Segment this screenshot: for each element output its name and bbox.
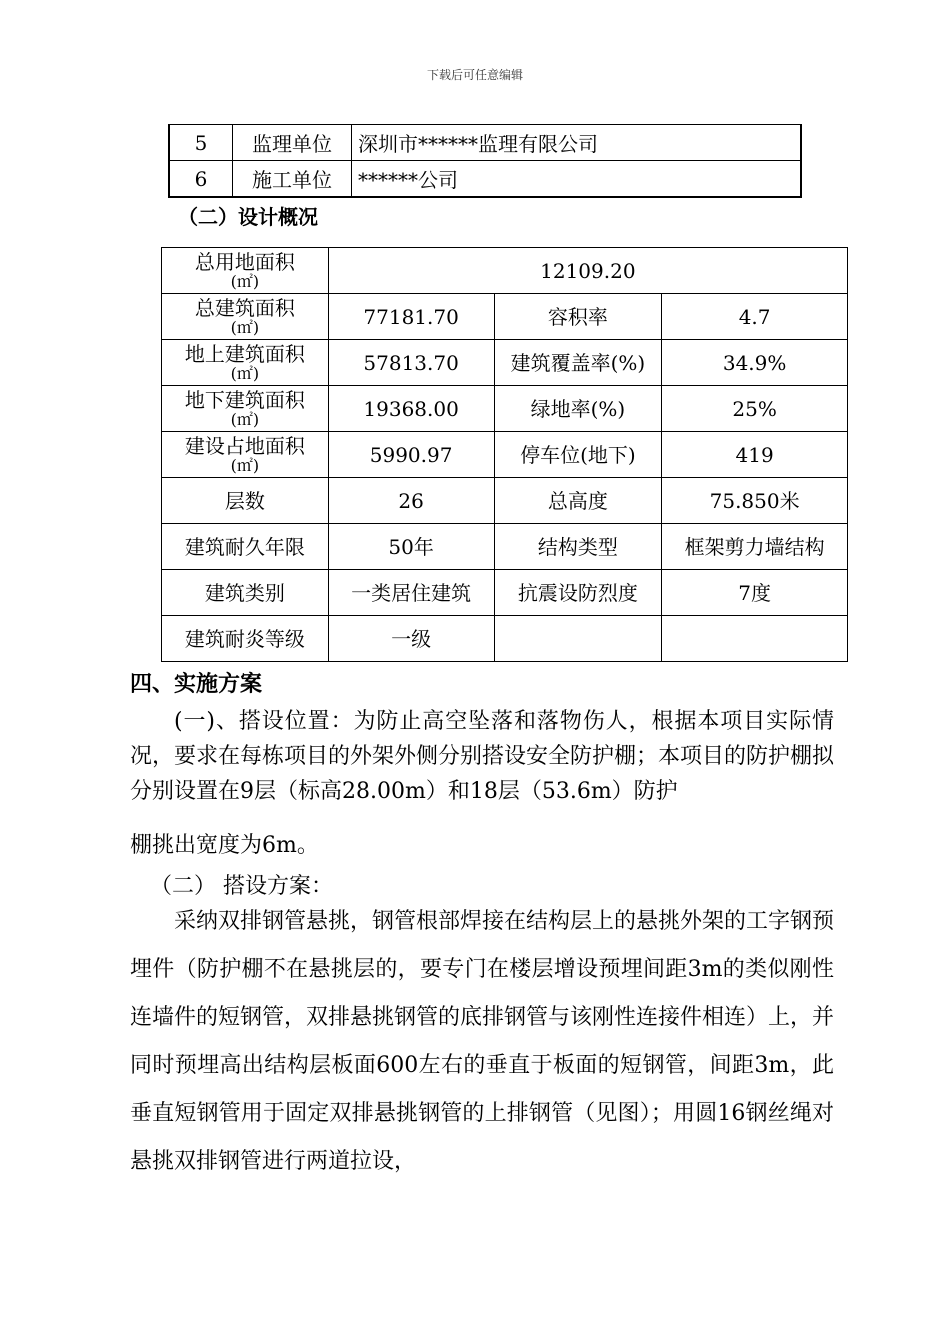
table-row (162, 616, 848, 662)
table-row (169, 161, 801, 198)
row-label: 地下建筑面积 (㎡) (162, 386, 329, 432)
row-label-2 (494, 616, 662, 662)
row-number: 5 (169, 125, 233, 161)
row-label-2: 建筑覆盖率(%) (494, 340, 662, 386)
row-number: 6 (169, 161, 233, 198)
row-label: 建筑耐炎等级 (162, 616, 329, 662)
row-value-2: 25% (662, 386, 848, 432)
row-value: 19368.00 (328, 386, 494, 432)
row-value-2: 4.7 (662, 294, 848, 340)
row-value-2: 419 (662, 432, 848, 478)
row-value: 77181.70 (328, 294, 494, 340)
table-row (169, 125, 801, 161)
table-row (162, 524, 848, 570)
units-table (168, 124, 802, 198)
row-value-2: 34.9% (662, 340, 848, 386)
table-row (162, 478, 848, 524)
paragraph-scheme: 采纳双排钢管悬挑，钢管根部焊接在结构层上的悬挑外架的工字钢预埋件（防护棚不在悬挑层的，要专门在楼层增设预埋间距3m的类似刚性连墙件的短钢管，双排悬挑钢管的底排钢管与该刚性连接件相连）上，并同时预埋高出结构层板面600左右的垂直于板面的短钢管，间距3m，此垂直短钢管用于固定双排悬挑钢管的上排钢管（见图）；用圆16钢丝绳对悬挑双排钢管进行两道拉设， (130, 909, 835, 1174)
row-value: 5990.97 (328, 432, 494, 478)
table-row (162, 386, 848, 432)
row-value: 一类居住建筑 (328, 570, 494, 616)
row-value-2: 75.850米 (662, 478, 848, 524)
page-header: 下载后可任意编辑 (426, 68, 523, 82)
design-overview-title: （二）设计概况 (178, 205, 318, 229)
row-label-2: 容积率 (494, 294, 662, 340)
row-label: 建筑耐久年限 (162, 524, 329, 570)
row-label: 总用地面积 (㎡) (162, 248, 329, 294)
row-value: 一级 (328, 616, 494, 662)
row-label: 监理单位 (233, 125, 352, 161)
table-row (162, 432, 848, 478)
row-value: 12109.20 (328, 248, 847, 294)
paragraph-location: (一)、搭设位置：为防止高空坠落和落物伤人，根据本项目实际情况，要求在每栋项目的外架外侧分别搭设安全防护棚；本项目的防护棚拟分别设置在9层（标高28.00m）和18层（53.6m）防护 (130, 709, 835, 804)
table-row (162, 294, 848, 340)
row-label-2: 总高度 (494, 478, 662, 524)
row-label-2: 结构类型 (494, 524, 662, 570)
table-row (162, 340, 848, 386)
row-label-2: 绿地率(%) (494, 386, 662, 432)
paragraph-scheme-heading: （二） 搭设方案： (150, 874, 333, 899)
row-label: 建筑类别 (162, 570, 329, 616)
row-value: 深圳市******监理有限公司 (352, 125, 802, 161)
paragraph-location-end: 棚挑出宽度为6m。 (130, 833, 319, 858)
row-value: 50年 (328, 524, 494, 570)
row-label: 总建筑面积 (㎡) (162, 294, 329, 340)
design-overview-table (161, 247, 848, 662)
row-value-2: 框架剪力墙结构 (662, 524, 848, 570)
row-value: 26 (328, 478, 494, 524)
row-value-2 (662, 616, 848, 662)
table-row (162, 248, 848, 294)
row-label: 建设占地面积 (㎡) (162, 432, 329, 478)
row-label-2: 停车位(地下) (494, 432, 662, 478)
row-value-2: 7度 (662, 570, 848, 616)
row-value: 57813.70 (328, 340, 494, 386)
table-row (162, 570, 848, 616)
row-label: 施工单位 (233, 161, 352, 198)
row-label: 地上建筑面积 (㎡) (162, 340, 329, 386)
row-value: ******公司 (352, 161, 802, 198)
section-heading: 四、实施方案 (130, 671, 263, 697)
row-label: 层数 (162, 478, 329, 524)
row-label-2: 抗震设防烈度 (494, 570, 662, 616)
